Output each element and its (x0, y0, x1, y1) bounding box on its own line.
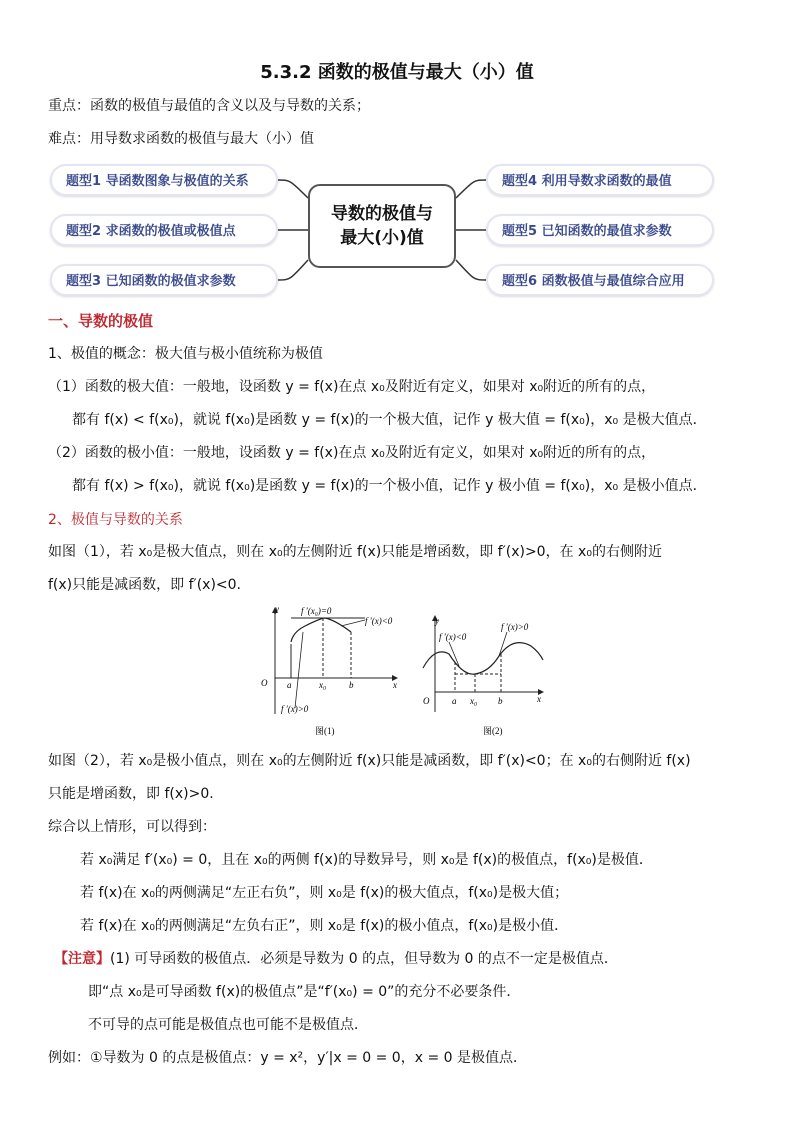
text-line-7: 如图（1），若 x₀是极大值点，则在 x₀的左侧附近 f(x)只能是增函数，即 f′(x)>0，在 x₀的右侧附近 (48, 544, 662, 560)
text-line-17: 不可导的点可能是极值点也可能不是极值点． (88, 1017, 368, 1033)
fig2-a-label: a (452, 696, 457, 706)
fig2-y-label: y (435, 616, 439, 626)
note-line (54, 949, 618, 969)
fig1-caption: 图(1) (315, 726, 335, 736)
text-line-18: 例如：①导数为 0 的点是极值点：y = x²，y′|x = 0 = 0，x = 0 是极值点． (48, 1050, 527, 1066)
text-line-16: 即“点 x₀是可导函数 f(x)的极值点”是“f′(x₀) = 0”的充分不必要条件． (88, 984, 521, 1000)
note-text: (1) 可导函数的极值点．必须是导数为 0 的点，但导数为 0 的点不一定是极值点． (110, 951, 618, 967)
fig1-left-label: f ′(x)>0 (281, 704, 309, 714)
mindmap-item-type6: 题型6 函数极值与最值综合应用 (486, 264, 714, 296)
mindmap-item-type5: 题型5 已知函数的最值求参数 (486, 214, 714, 246)
figure-1-graph (255, 602, 405, 740)
mindmap-item-type3: 题型3 已知函数的极值求参数 (50, 264, 278, 296)
figure-2-graph (415, 612, 550, 740)
fig2-x0-label: x₀ (470, 696, 478, 706)
text-line-1: 1、极值的概念：极大值与极小值统称为极值 (48, 346, 323, 362)
mindmap-item-type2: 题型2 求函数的极值或极值点 (50, 214, 278, 246)
fig1-y-label: y (275, 604, 279, 614)
mindmap-center-line2: 最大(小)值 (340, 228, 424, 248)
fig1-right-label: f ′(x)<0 (365, 616, 393, 626)
text-line-3: 都有 f(x) < f(x₀)，就说 f(x₀)是函数 y = f(x)的一个极大值，记作 y 极大值 = f(x₀)，x₀ 是极大值点． (72, 412, 707, 428)
section-heading-extrema: 一、导数的极值 (48, 312, 154, 330)
fig1-top-label: f ′(x₀)=0 (301, 606, 332, 616)
text-line-5: 都有 f(x) > f(x₀)，就说 f(x₀)是函数 y = f(x)的一个极小值，记作 y 极小值 = f(x₀)，x₀ 是极小值点． (72, 478, 707, 494)
mindmap-center-line1: 导数的极值与 (331, 204, 433, 224)
fig2-b-label: b (498, 696, 503, 706)
text-line-12: 若 x₀满足 f′(x₀) = 0，且在 x₀的两侧 f(x)的导数异号，则 x₀是 f(x)的极值点，f(x₀)是极值． (80, 852, 653, 868)
page-title: 5.3.2 函数的极值与最大（小）值 (260, 62, 534, 83)
text-line-9: 如图（2），若 x₀是极小值点，则在 x₀的左侧附近 f(x)只能是减函数，即 f′(x)<0；在 x₀的右侧附近 f(x) (48, 753, 691, 769)
fig1-x-label: x (393, 680, 397, 690)
note-tag: 【注意】 (54, 951, 110, 967)
fig1-a-label: a (287, 680, 292, 690)
fig2-x-label: x (537, 694, 541, 704)
fig1-origin-label: O (261, 678, 268, 688)
text-line-13: 若 f(x)在 x₀的两侧满足“左正右负”，则 x₀是 f(x)的极大值点，f(x₀)是极大值； (80, 885, 569, 901)
fig1-x0-label: x₀ (319, 680, 327, 690)
fig2-right-label: f ′(x)>0 (501, 622, 529, 632)
mindmap-center (308, 184, 456, 268)
subheading-relation: 2、极值与导数的关系 (48, 512, 183, 528)
text-line-8: f(x)只能是减函数，即 f′(x)<0. (48, 577, 241, 593)
text-line-2: （1）函数的极大值：一般地，设函数 y = f(x)在点 x₀及附近有定义，如果对 x₀附近的所有的点， (48, 379, 656, 395)
difficulty: 难点：用导数求函数的极值与最大（小）值 (48, 131, 314, 147)
mindmap-item-type4: 题型4 利用导数求函数的最值 (486, 164, 714, 196)
fig1-b-label: b (349, 680, 354, 690)
text-line-11: 综合以上情形，可以得到： (48, 819, 216, 835)
text-line-4: （2）函数的极小值：一般地，设函数 y = f(x)在点 x₀及附近有定义，如果对 x₀附近的所有的点， (48, 445, 656, 461)
text-line-14: 若 f(x)在 x₀的两侧满足“左负右正”，则 x₀是 f(x)的极小值点，f(x₀)是极小值． (80, 918, 569, 934)
text-line-10: 只能是增函数，即 f(x)>0. (48, 786, 214, 802)
fig2-left-label: f ′(x)<0 (439, 632, 467, 642)
fig2-origin-label: O (423, 696, 430, 706)
mindmap-item-type1: 题型1 导函数图象与极值的关系 (50, 164, 278, 196)
fig2-caption: 图(2) (483, 726, 503, 736)
key-point: 重点：函数的极值与最值的含义以及与导数的关系； (48, 98, 370, 114)
